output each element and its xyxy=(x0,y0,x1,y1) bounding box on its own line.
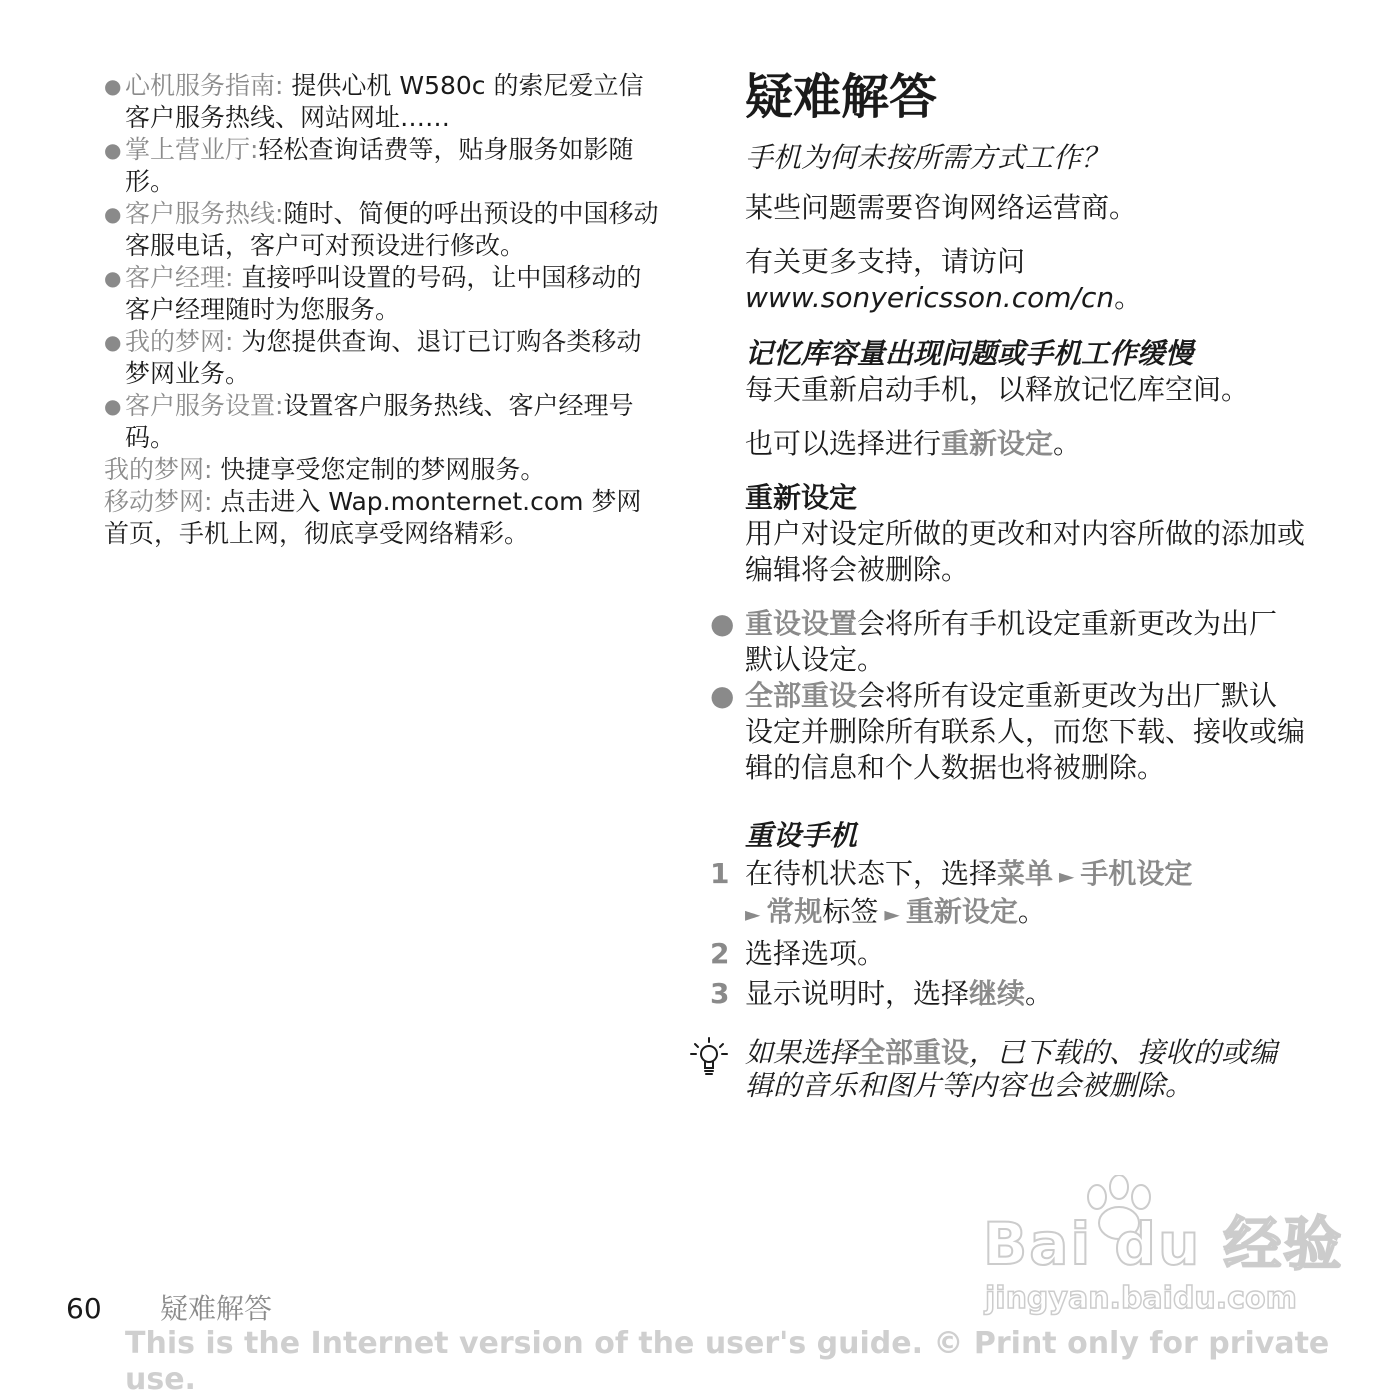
paragraph: 某些问题需要咨询网络运营商。 xyxy=(745,191,1138,224)
page-number: 60 xyxy=(66,1292,102,1325)
left-column xyxy=(104,70,664,550)
lightbulb-icon xyxy=(689,1036,729,1080)
menu-term: 重设设置 xyxy=(745,607,858,640)
page-title: 疑难解答 xyxy=(745,69,938,125)
list-item: ● 全部重设会将所有设定重新更改为出厂默认设定并删除所有联系人，而您下载、接收或编辑的信息和个人数据也将被删除。 xyxy=(710,679,1306,784)
menu-term: 常规 xyxy=(766,895,823,928)
support-paragraph: 有关更多支持，请访问 www.sonyericsson.com/cn。 xyxy=(745,245,1143,314)
bullet-icon: ● xyxy=(710,679,735,712)
watermark-url: jingyan.baidu.com xyxy=(985,1281,1297,1316)
reset-phone-heading: 重设手机 xyxy=(745,819,858,852)
step-item: 3 显示说明时，选择继续。 xyxy=(710,977,1054,1010)
reset-bullets xyxy=(710,606,1306,786)
step-item: 1 在待机状态下，选择菜单 ► 手机设定 ► 常规标签 ► 重新设定。 xyxy=(710,857,1193,928)
bullet-icon: ● xyxy=(710,607,735,640)
list-item: ● 客户服务设置:设置客户服务热线、客户经理号码。 xyxy=(104,391,634,452)
watermark-brand: Bai du 经验 xyxy=(983,1210,1344,1278)
paragraph: 也可以选择进行重新设定。 xyxy=(745,427,1082,460)
step-number: 3 xyxy=(710,977,730,1010)
bullet-icon: ● xyxy=(104,138,122,162)
footer-section-title: 疑难解答 xyxy=(160,1292,273,1325)
memory-heading: 记忆库容量出现问题或手机工作缓慢 xyxy=(745,337,1194,370)
step-number: 1 xyxy=(710,857,730,890)
copyright-notice: This is the Internet version of the user's guide. © Print only for private use. xyxy=(125,1326,1330,1397)
menu-term: 继续 xyxy=(969,977,1026,1010)
tip-note: 如果选择全部重设，已下载的、接收的或编辑的音乐和图片等内容也会被删除。 xyxy=(745,1036,1305,1102)
list-item: ● 重设设置会将所有手机设定重新更改为出厂默认设定。 xyxy=(710,607,1278,676)
arrow-icon: ► xyxy=(884,902,900,926)
support-url: www.sonyericsson.com/cn xyxy=(745,281,1115,314)
menu-term: 菜单 xyxy=(997,857,1054,890)
list-item: ● 我的梦网: 为您提供查询、退订已订购各类移动梦网业务。 xyxy=(104,327,642,388)
bullet-icon: ● xyxy=(104,202,122,226)
menu-term: 重新设定 xyxy=(905,895,1018,928)
menu-term: 重新设定 xyxy=(941,427,1054,460)
menu-term: 全部重设 xyxy=(745,679,858,712)
steps-list xyxy=(710,856,1305,1012)
paragraph: 移动梦网: 点击进入 Wap.monternet.com 梦网首页，手机上网，彻底享受网络精彩。 xyxy=(104,487,642,548)
bullet-icon: ● xyxy=(104,394,122,418)
list-item: ● 掌上营业厅:轻松查询话费等，贴身服务如影随形。 xyxy=(104,135,634,196)
baidu-watermark xyxy=(975,1175,1344,1335)
reset-heading: 重新设定 xyxy=(745,481,858,514)
arrow-icon: ► xyxy=(745,902,761,926)
list-item: ● 客户经理: 直接呼叫设置的号码，让中国移动的客户经理随时为您服务。 xyxy=(104,263,642,324)
bullet-icon: ● xyxy=(104,266,122,290)
right-column xyxy=(710,68,1306,1102)
paragraph: 用户对设定所做的更改和对内容所做的添加或编辑将会被删除。 xyxy=(745,517,1306,586)
step-number: 2 xyxy=(710,937,730,970)
menu-term: 全部重设 xyxy=(857,1036,970,1069)
bullet-icon: ● xyxy=(104,330,122,354)
list-item: ● 心机服务指南: 提供心机 W580c 的索尼爱立信客户服务热线、网站网址…… xyxy=(104,71,644,132)
menu-term: 手机设定 xyxy=(1080,857,1193,890)
paragraph: 每天重新启动手机，以释放记忆库空间。 xyxy=(745,373,1250,406)
step-item: 2 选择选项。 xyxy=(710,937,886,970)
paragraph: 我的梦网: 快捷享受您定制的梦网服务。 xyxy=(104,455,546,484)
section-subtitle: 手机为何未按所需方式工作？ xyxy=(745,141,1110,174)
bullet-icon: ● xyxy=(104,74,122,98)
arrow-icon: ► xyxy=(1059,864,1075,888)
list-item: ● 客户服务热线:随时、简便的呼出预设的中国移动客服电话，客户可对预设进行修改。 xyxy=(104,199,659,260)
